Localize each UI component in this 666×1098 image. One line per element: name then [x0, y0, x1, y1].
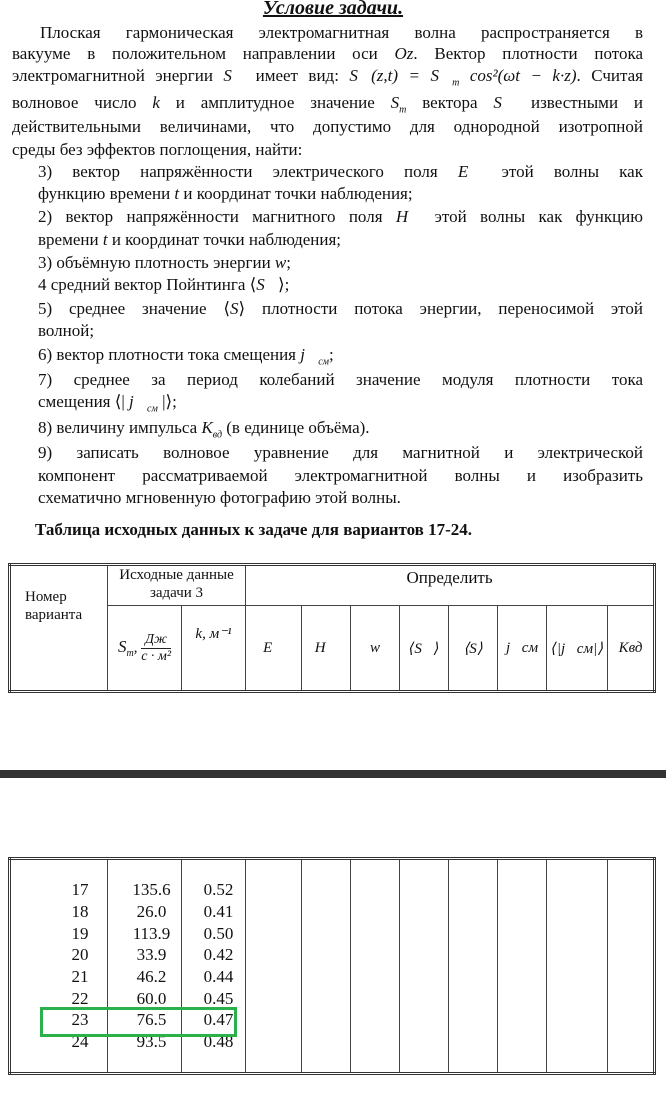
- cell-k: 0.45: [203, 988, 234, 1008]
- statement-line: времени t и координат точки наблюдения;: [38, 230, 342, 249]
- cell-variant: 24: [71, 1032, 89, 1052]
- sm-column-header: $S_m$, $\frac{Дж}{\text{с · м²}}$: [108, 606, 182, 692]
- statement-line: Плоская гармоническая электромагнитная волна распространяется в: [40, 23, 643, 42]
- sm-unit: $\frac{Дж}{\text{с · м²}}$: [141, 631, 172, 664]
- statement-line: схематично мгновенную фотографию этой волны.: [38, 488, 401, 507]
- empty-cell: [302, 859, 351, 1074]
- col-j-cm: j⃗см: [498, 606, 547, 692]
- cell-sm: 26.0: [136, 901, 167, 921]
- k-column: [182, 859, 246, 1074]
- sm-column: [108, 859, 182, 1074]
- cell-variant: 23: [71, 1010, 89, 1030]
- col-e-vector: E⃗: [246, 606, 302, 692]
- statement-line: электромагнитной энергии S⃗ имеет вид: S⃗(z,t) = $S⃗_m$ cos²(ωt − k·z). Считая: [12, 66, 643, 86]
- statement-line: смещения ⟨| $j⃗_{см}$ |⟩;: [38, 392, 177, 415]
- statement-line: 4 средний вектор Пойнтинга ⟨S⃗⟩;: [38, 275, 290, 294]
- statement-line: 9) записать волновое уравнение для магнитной и электрической: [38, 443, 643, 462]
- cell-sm: 46.2: [136, 967, 167, 986]
- empty-cell: [547, 859, 608, 1074]
- cell-variant: 20: [71, 945, 89, 965]
- statement-line: 8) величину импульса $K_{вд}$ (в единице объёма).: [38, 418, 370, 441]
- page-divider: [0, 770, 666, 778]
- cell-variant: 21: [71, 967, 89, 986]
- cell-k: 0.41: [203, 901, 234, 921]
- statement-line: 6) вектор плотности тока смещения $j⃗_{см}$;: [38, 345, 334, 368]
- empty-cell: [608, 859, 655, 1074]
- col-w: w: [351, 606, 400, 692]
- empty-cell: [449, 859, 498, 1074]
- variant-header: Номер варианта: [10, 565, 108, 692]
- statement-line: 7) среднее за период колебаний значение модуля плотности тока: [38, 370, 643, 389]
- table-title: Таблица исходных данных к задаче для вариантов 17-24.: [35, 520, 473, 539]
- cell-sm: 135.6: [132, 880, 171, 900]
- statement-line: функцию времени t и координат точки наблюдения;: [38, 184, 413, 203]
- cell-variant: 17: [71, 880, 89, 900]
- statement-line: компонент рассматриваемой электромагнитной волны и изобразить: [38, 466, 643, 485]
- statement-line: 3) объёмную плотность энергии w;: [38, 253, 291, 272]
- cell-k: 0.44: [203, 967, 234, 986]
- col-avg-s: ⟨S⟩: [449, 606, 498, 692]
- cell-sm: 60.0: [136, 988, 167, 1008]
- determine-header: Определить: [246, 565, 655, 606]
- cell-variant: 22: [71, 988, 89, 1008]
- cell-sm: 76.5: [136, 1010, 167, 1030]
- k-column-header: k, м⁻¹: [182, 606, 246, 692]
- col-k-vd: Kвд: [608, 606, 655, 692]
- cell-k: 0.52: [203, 880, 234, 900]
- empty-cell: [351, 859, 400, 1074]
- cell-k: 0.47: [203, 1010, 234, 1030]
- highlighted-row-box: [40, 1007, 237, 1037]
- variant-column: [10, 859, 108, 1074]
- cell-sm: 113.9: [132, 923, 171, 943]
- cell-sm: 33.9: [136, 945, 167, 965]
- empty-cell: [498, 859, 547, 1074]
- empty-cell: [400, 859, 449, 1074]
- statement-line: 5) среднее значение ⟨S⟩ плотности потока энергии, переносимой этой: [38, 299, 643, 318]
- cell-variant: 18: [71, 901, 89, 921]
- statement-line: действительными величинами, что допустимо для однородной изотропной: [12, 117, 643, 136]
- cell-k: 0.42: [203, 945, 234, 965]
- data-table-header: [8, 563, 656, 693]
- cell-k: 0.50: [203, 923, 234, 943]
- cell-variant: 19: [71, 923, 89, 943]
- col-avg-s-vector: ⟨S⃗⟩: [400, 606, 449, 692]
- statement-line: вакууме в положительном направлении оси Oz. Вектор плотности потока: [12, 44, 643, 63]
- col-avg-abs-j-cm: ⟨|j⃗см|⟩: [547, 606, 608, 692]
- empty-cell: [246, 859, 302, 1074]
- cell-sm: 93.5: [136, 1032, 167, 1052]
- statement-line: волной;: [38, 321, 95, 340]
- source-data-header: Исходные данные задачи 3: [108, 565, 246, 606]
- data-table-body: [8, 857, 656, 1075]
- page-title: Условие задачи.: [262, 0, 404, 19]
- statement-line: волновое число k и амплитудное значение $S_m$ вектора S⃗ известными и: [12, 93, 643, 113]
- col-h-vector: H⃗: [302, 606, 351, 692]
- statement-line: 2) вектор напряжённости магнитного поля H⃗ этой волны как функцию: [38, 207, 643, 226]
- statement-line: 3) вектор напряжённости электрического поля E⃗ этой волны как: [38, 162, 643, 181]
- statement-line: среды без эффектов поглощения, найти:: [12, 140, 303, 159]
- cell-k: 0.48: [203, 1032, 234, 1052]
